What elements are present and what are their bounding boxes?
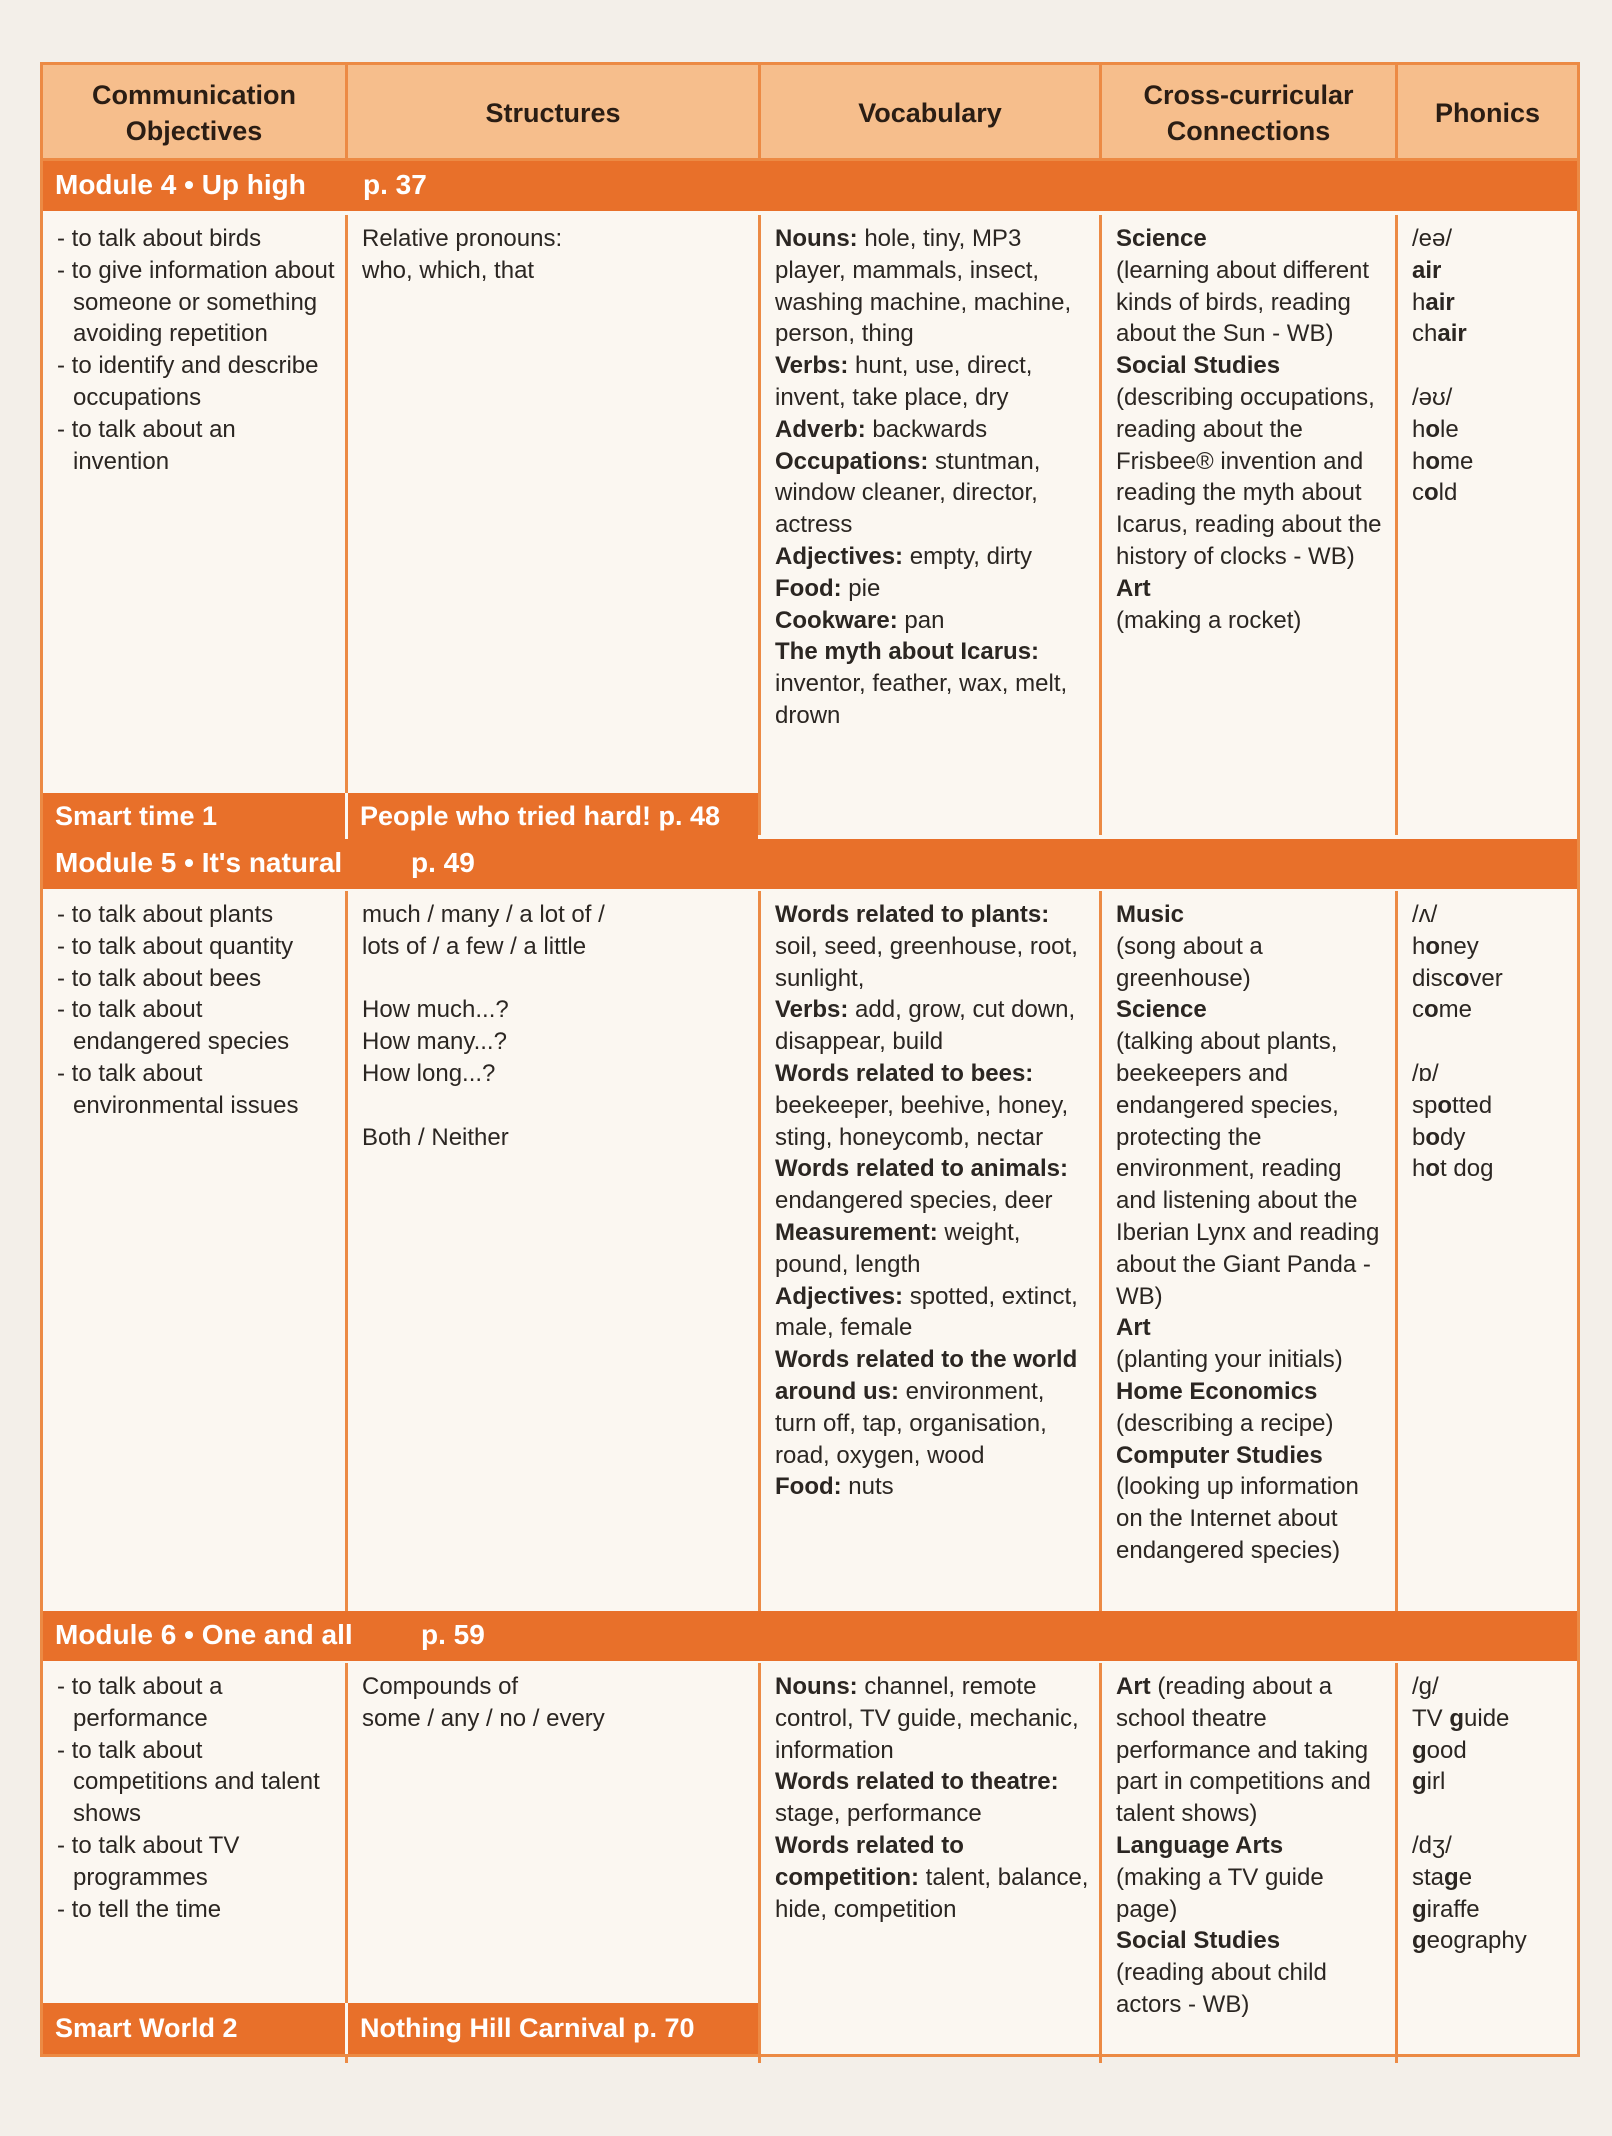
- phonics-word: home: [1412, 447, 1474, 475]
- vocab-group: [775, 1217, 1089, 1281]
- subject-detail: (learning about different kinds of birds, reading about the Sun - WB): [1116, 256, 1370, 348]
- module-4-band: [43, 161, 1577, 211]
- vocab-label: Words related to plants:: [775, 901, 1050, 928]
- vocab-group: [775, 1830, 1089, 1925]
- header-phonics: Phonics: [1395, 65, 1577, 161]
- vocab-group: [775, 1766, 1089, 1830]
- vocab-words: channel, remote control, TV guide, mechanic, information: [775, 1673, 1079, 1764]
- subject-label: Social Studies: [1116, 352, 1281, 380]
- module-6-vocabulary: [758, 1663, 1099, 2063]
- module-6-page: p. 59: [421, 1619, 485, 1650]
- module-5-cross-curricular: [1099, 891, 1395, 1611]
- vocab-label: The myth about Icarus:: [775, 638, 1040, 666]
- header-vocabulary: Vocabulary: [758, 65, 1099, 161]
- subject-label: Science: [1116, 225, 1207, 252]
- vocab-group: [775, 1671, 1089, 1766]
- vocab-words: empty, dirty: [903, 542, 1032, 570]
- phonics-word: TV guide: [1412, 1704, 1510, 1732]
- structure-line: lots of / a few / a little: [362, 932, 587, 960]
- phonics-symbol: /əʊ/: [1412, 383, 1453, 411]
- syllabus-table: [40, 62, 1580, 2057]
- vocab-label: Food:: [775, 1473, 842, 1501]
- list-item: - to talk about TV programmes: [57, 1831, 240, 1891]
- list-item: - to talk about quantity: [57, 932, 294, 960]
- subject-detail: (song about a greenhouse): [1116, 932, 1263, 992]
- vocab-words: hole, tiny, MP3 player, mammals, insect, washing machine, machine, person, thing: [775, 225, 1072, 348]
- phonics-word: hot dog: [1412, 1155, 1494, 1183]
- vocab-words: nuts: [841, 1473, 894, 1501]
- vocab-words: weight, pound, length: [775, 1218, 1021, 1278]
- vocab-label: Food:: [775, 574, 842, 602]
- phonics-word: giraffe: [1412, 1895, 1480, 1923]
- vocab-label: Words related to animals:: [775, 1155, 1068, 1183]
- list-item: - to talk about bees: [57, 964, 262, 992]
- phonics-symbol: /eə/: [1412, 225, 1453, 252]
- list-item: - to give information about someone or something avoiding repetition: [57, 256, 335, 348]
- subject-detail: (making a rocket): [1116, 606, 1302, 634]
- phonics-word: air: [1412, 256, 1442, 284]
- vocab-words: pie: [841, 574, 881, 602]
- vocab-group: [775, 446, 1089, 541]
- phonics-symbol: /g/: [1412, 1673, 1439, 1700]
- vocab-group: [775, 1058, 1089, 1153]
- vocab-label: Adverb:: [775, 415, 866, 443]
- phonics-word: honey: [1412, 932, 1479, 960]
- phonics-word: stage: [1412, 1863, 1473, 1891]
- phonics-symbol: /ʌ/: [1412, 901, 1438, 928]
- header-structures: Structures: [345, 65, 758, 161]
- vocab-words: beekeeper, beehive, honey, sting, honeycomb, nectar: [775, 1091, 1069, 1151]
- subject-label: Language Arts: [1116, 1831, 1284, 1859]
- module-6-title: Module 6 • One and all: [55, 1619, 353, 1650]
- module-5-band: [43, 839, 1577, 889]
- phonics-word: good: [1412, 1736, 1467, 1764]
- vocab-label: Adjectives:: [775, 542, 904, 570]
- structure-line: Both / Neither: [362, 1123, 509, 1151]
- subject-detail: (reading about child actors - WB): [1116, 1959, 1327, 2018]
- module-4-vocabulary: [758, 215, 1099, 835]
- vocab-words: add, grow, cut down, disappear, build: [775, 996, 1076, 1056]
- phonics-symbol: /ɒ/: [1412, 1059, 1439, 1087]
- vocab-label: Nouns:: [775, 225, 858, 252]
- module-5-title: Module 5 • It's natural: [55, 847, 343, 878]
- phonics-word: spotted: [1412, 1091, 1493, 1119]
- vocab-words: hunt, use, direct, invent, take place, dry: [775, 352, 1033, 411]
- list-item: - to tell the time: [57, 1895, 222, 1923]
- module-5-objectives: [43, 891, 345, 1611]
- structure-line: much / many / a lot of /: [362, 901, 605, 928]
- vocab-words: spotted, extinct, male, female: [775, 1282, 1078, 1342]
- list-item: - to talk about an invention: [57, 415, 236, 475]
- smart-time-1-reading: People who tried hard! p. 48: [345, 793, 758, 839]
- module-4-phonics: [1395, 215, 1577, 835]
- phonics-word: girl: [1412, 1768, 1446, 1796]
- subject-label: Music: [1116, 901, 1185, 928]
- vocab-label: Occupations:: [775, 447, 929, 475]
- vocab-group: [775, 994, 1089, 1058]
- vocab-label: Measurement:: [775, 1218, 938, 1246]
- vocab-group: [775, 636, 1089, 731]
- vocab-label: Verbs:: [775, 996, 849, 1024]
- module-4-title: Module 4 • Up high: [55, 169, 306, 200]
- module-5-vocabulary: [758, 891, 1099, 1611]
- subject-detail: (looking up information on the Internet about endangered species): [1116, 1473, 1359, 1564]
- subject-label: Art: [1116, 574, 1151, 602]
- vocab-group: [775, 1281, 1089, 1345]
- structure-line: who, which, that: [362, 256, 535, 284]
- subject-detail: (making a TV guide page): [1116, 1863, 1324, 1923]
- subject-detail: (talking about plants, beekeepers and endangered species, protecting the environment, reading and listening about the Iberian Lynx and reading about the Giant Panda - WB): [1116, 1028, 1380, 1310]
- structure-line: Relative pronouns:: [362, 225, 563, 252]
- module-4-structures: [345, 215, 758, 795]
- list-item: - to identify and describe occupations: [57, 352, 319, 411]
- structure-line: Compounds of: [362, 1673, 519, 1700]
- vocab-words: pan: [897, 606, 945, 634]
- module-5-page: p. 49: [411, 847, 475, 878]
- phonics-word: body: [1412, 1123, 1466, 1151]
- list-item: - to talk about environmental issues: [57, 1059, 299, 1119]
- subject-label: Home Economics: [1116, 1377, 1318, 1405]
- vocab-words: endangered species, deer: [775, 1187, 1053, 1215]
- subject-label: Computer Studies: [1116, 1441, 1323, 1469]
- header-objectives: Communication Objectives: [91, 80, 296, 146]
- module-5-phonics: [1395, 891, 1577, 1611]
- vocab-group: [775, 573, 1089, 605]
- module-5-structures: [345, 891, 758, 1611]
- vocab-words: soil, seed, greenhouse, root, sunlight,: [775, 932, 1078, 992]
- subject-label: Art: [1116, 1673, 1151, 1700]
- module-4-page: p. 37: [363, 169, 427, 200]
- vocab-label: Nouns:: [775, 1673, 858, 1700]
- module-4-objectives: [43, 215, 345, 795]
- vocab-words: talent, balance, hide, competition: [775, 1863, 1089, 1923]
- vocab-group: [775, 899, 1089, 994]
- phonics-word: come: [1412, 996, 1473, 1024]
- module-6-cross-curricular: [1099, 1663, 1395, 2063]
- smart-time-1-label: Smart time 1: [43, 793, 345, 839]
- vocab-group: [775, 1344, 1089, 1471]
- phonics-word: hair: [1412, 288, 1455, 316]
- subject-label: Science: [1116, 996, 1207, 1024]
- smart-world-2-reading: Nothing Hill Carnival p. 70: [345, 2003, 758, 2054]
- phonics-word: hole: [1412, 415, 1459, 443]
- phonics-symbol: /dʒ/: [1412, 1831, 1452, 1859]
- subject-label: Social Studies: [1116, 1927, 1281, 1955]
- vocab-group: [775, 1471, 1089, 1503]
- subject-detail: (planting your initials): [1116, 1346, 1343, 1374]
- vocab-words: stuntman, window cleaner, director, actress: [775, 447, 1041, 539]
- vocab-label: Adjectives:: [775, 1282, 904, 1310]
- vocab-words: environment, turn off, tap, organisation, road, oxygen, wood: [775, 1377, 1047, 1469]
- subject-group: [1116, 1671, 1385, 1830]
- subject-label: Art: [1116, 1314, 1151, 1342]
- vocab-label: Words related to competition:: [775, 1831, 964, 1891]
- phonics-word: discover: [1412, 964, 1503, 992]
- vocab-group: [775, 1153, 1089, 1217]
- vocab-label: Words related to the world around us:: [775, 1346, 1078, 1405]
- phonics-word: chair: [1412, 320, 1467, 348]
- subject-detail: (describing occupations, reading about the Frisbee® invention and reading the myth about Icarus, reading about the history of clocks - WB): [1116, 383, 1382, 570]
- list-item: - to talk about birds: [57, 225, 262, 252]
- vocab-group: [775, 541, 1089, 573]
- vocab-label: Words related to bees:: [775, 1059, 1034, 1087]
- vocab-group: [775, 350, 1089, 414]
- module-6-phonics: [1395, 1663, 1577, 2063]
- subject-detail: (describing a recipe): [1116, 1409, 1334, 1437]
- list-item: - to talk about endangered species: [57, 996, 290, 1056]
- subject-detail: (reading about a school theatre performance and taking part in competitions and talent shows): [1116, 1673, 1371, 1828]
- vocab-words: inventor, feather, wax, melt, drown: [775, 670, 1068, 729]
- vocab-words: stage, performance: [775, 1800, 982, 1828]
- list-item: - to talk about competitions and talent shows: [57, 1736, 320, 1828]
- module-4-cross-curricular: [1099, 215, 1395, 835]
- phonics-word: geography: [1412, 1927, 1527, 1955]
- table-header: [43, 65, 1577, 161]
- smart-world-2-label: Smart World 2: [43, 2003, 345, 2054]
- vocab-words: backwards: [865, 415, 988, 443]
- vocab-label: Verbs:: [775, 352, 849, 380]
- vocab-label: Words related to theatre:: [775, 1768, 1059, 1796]
- header-cross-curricular: Cross-curricular Connections: [1099, 65, 1395, 161]
- structure-line: some / any / no / every: [362, 1704, 605, 1732]
- structure-line: How many...?: [362, 1028, 507, 1056]
- vocab-label: Cookware:: [775, 606, 898, 634]
- list-item: - to talk about plants: [57, 901, 274, 928]
- structure-line: How much...?: [362, 996, 509, 1024]
- vocab-group: [775, 414, 1089, 446]
- vocab-group: [775, 223, 1089, 350]
- vocab-group: [775, 605, 1089, 637]
- module-6-band: [43, 1611, 1577, 1661]
- phonics-word: cold: [1412, 479, 1458, 507]
- list-item: - to talk about a performance: [57, 1673, 223, 1732]
- structure-line: How long...?: [362, 1059, 496, 1087]
